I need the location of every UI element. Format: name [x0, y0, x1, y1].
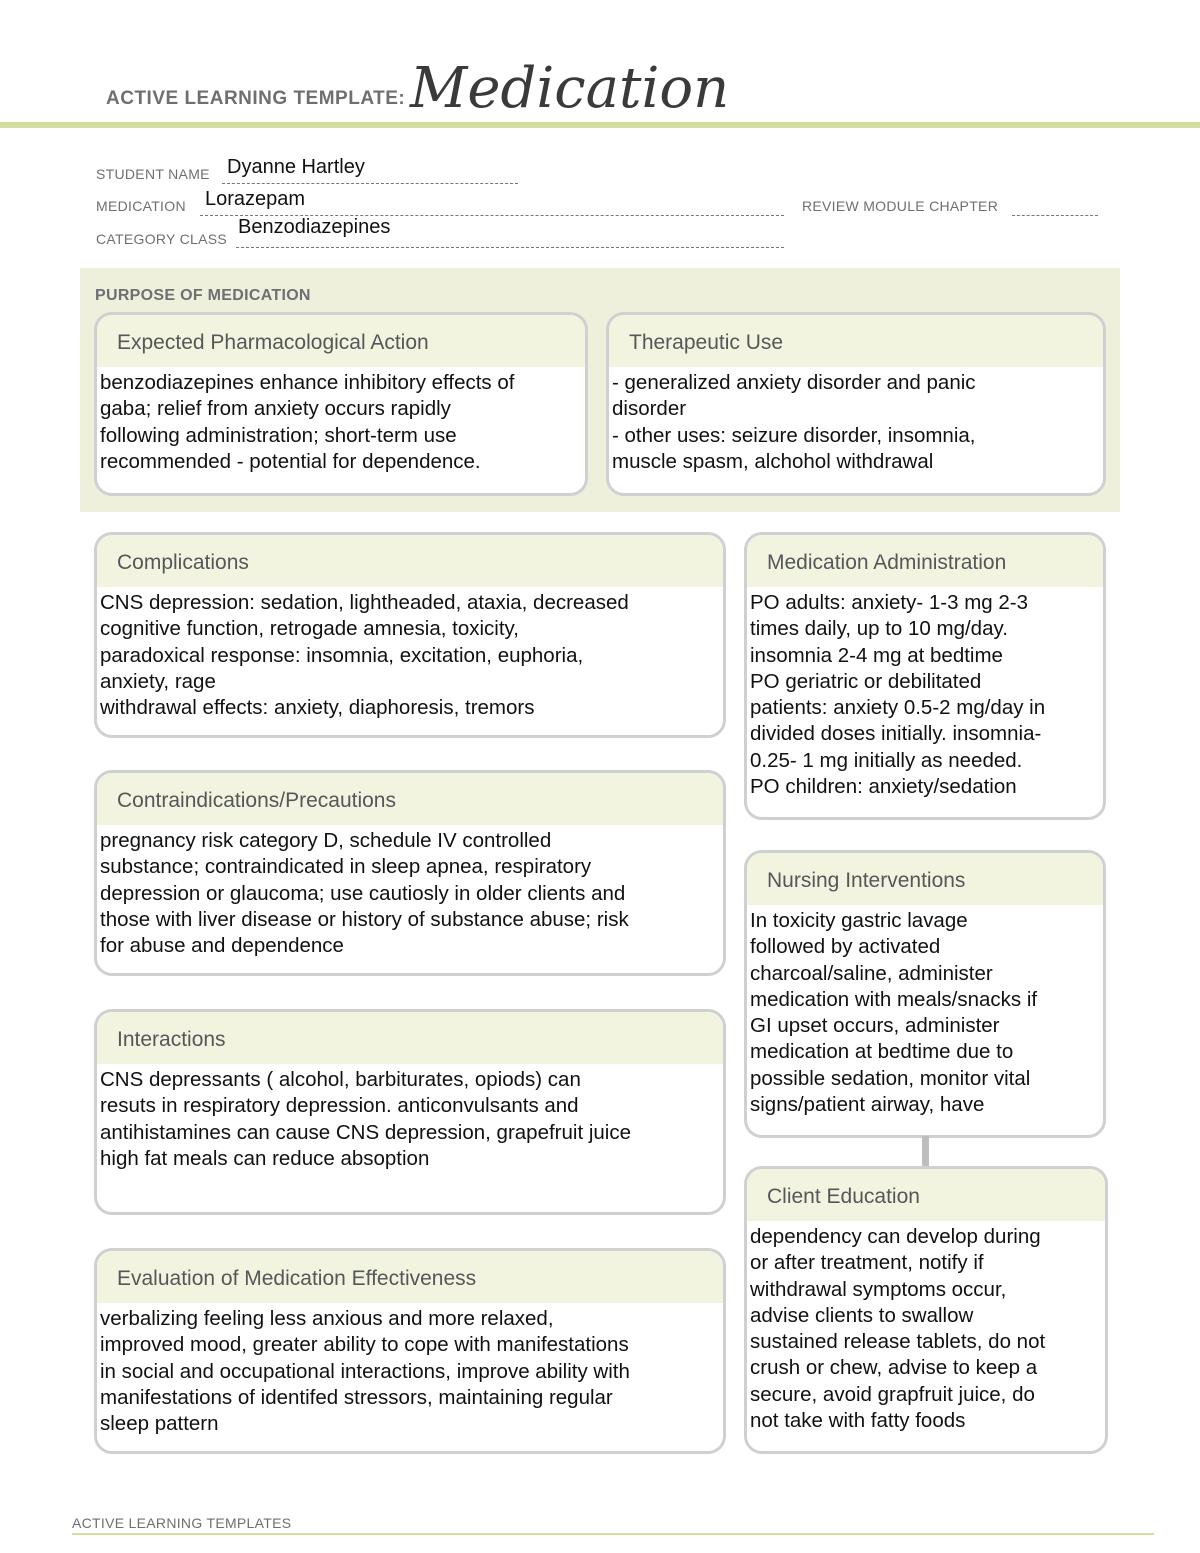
contraindications-title: Contraindications/Precautions	[97, 773, 723, 825]
expected-action-box	[94, 312, 588, 496]
client-education-title: Client Education	[747, 1169, 1105, 1221]
client-education-text[interactable]: dependency can develop during or after treatment, notify if withdrawal symptoms occur, advise clients to swallow sustained release tablets, do not crush or chew, advise to keep a secure, avoid grapfruit juice, do not take with fatty foods	[750, 1225, 1046, 1433]
student-name-label: STUDENT NAME	[96, 166, 210, 182]
complications-box	[94, 532, 726, 738]
medication-administration-text[interactable]: PO adults: anxiety- 1-3 mg 2-3 times daily, up to 10 mg/day. insomnia 2-4 mg at bedtime PO geriatric or debilitated patients: anxiety 0.5-2 mg/day in divided doses initially. insomnia- 0.25- 1 mg initially as needed. PO children: anxiety/sedation	[750, 591, 1046, 799]
contraindications-text[interactable]: pregnancy risk category D, schedule IV controlled substance; contraindicated in sleep apnea, respiratory depression or glaucoma; use cautiosly in older clients and those with liver disease or history of substance abuse; risk for abuse and dependence	[100, 829, 629, 958]
interactions-title: Interactions	[97, 1012, 723, 1064]
therapeutic-use-title: Therapeutic Use	[609, 315, 1103, 367]
footer-text: ACTIVE LEARNING TEMPLATES	[72, 1515, 292, 1531]
purpose-heading: PURPOSE OF MEDICATION	[95, 287, 311, 304]
therapeutic-use-box	[606, 312, 1106, 496]
therapeutic-use-text[interactable]: - generalized anxiety disorder and panic disorder - other uses: seizure disorder, insomnia, muscle spasm, alchohol withdrawal	[612, 371, 976, 473]
complications-text[interactable]: CNS depression: sedation, lightheaded, ataxia, decreased cognitive function, retrogade amnesia, toxicity, paradoxical response: insomnia, excitation, euphoria, anxiety, rage withdrawal effects: anxiety, diaphoresis, tremors	[100, 591, 629, 720]
medication-administration-title: Medication Administration	[747, 535, 1103, 587]
complications-title: Complications	[97, 535, 723, 587]
evaluation-box	[94, 1248, 726, 1454]
box-connector	[922, 1136, 929, 1166]
nursing-interventions-box	[744, 850, 1106, 1138]
expected-action-text[interactable]: benzodiazepines enhance inhibitory effects of gaba; relief from anxiety occurs rapidly following administration; short-term use recommended - potential for dependence.	[100, 371, 515, 473]
medication-label: MEDICATION	[96, 198, 186, 214]
footer-rule	[72, 1533, 1154, 1535]
evaluation-title: Evaluation of Medication Effectiveness	[97, 1251, 723, 1303]
nursing-interventions-text[interactable]: In toxicity gastric lavage followed by activated charcoal/saline, administer medication with meals/snacks if GI upset occurs, administer medication at bedtime due to possible sedation, monitor vital signs/patient airway, have	[750, 909, 1038, 1117]
header-rule	[0, 122, 1200, 128]
evaluation-text[interactable]: verbalizing feeling less anxious and more relaxed, improved mood, greater ability to cope with manifestations in social and occupational interactions, improve ability with manifestations of identifed stressors, maintaining regular sleep pattern	[100, 1307, 630, 1436]
medication-field[interactable]: Lorazepam	[205, 188, 306, 210]
category-class-label: CATEGORY CLASS	[96, 231, 228, 247]
interactions-text[interactable]: CNS depressants ( alcohol, barbiturates, opiods) can resuts in respiratory depression. anticonvulsants and antihistamines can cause CNS depression, grapefruit juice high fat meals can reduce absoption	[100, 1068, 631, 1170]
review-module-field[interactable]	[1012, 214, 1098, 216]
contraindications-box	[94, 770, 726, 976]
template-title: Medication	[410, 56, 730, 121]
medication-administration-box	[744, 532, 1106, 820]
interactions-box	[94, 1009, 726, 1215]
expected-action-title: Expected Pharmacological Action	[97, 315, 585, 367]
review-module-label: REVIEW MODULE CHAPTER	[802, 198, 999, 214]
nursing-interventions-title: Nursing Interventions	[747, 853, 1103, 905]
student-name-field[interactable]: Dyanne Hartley	[227, 156, 365, 178]
category-class-line	[236, 246, 784, 248]
student-name-line	[222, 182, 518, 184]
template-label: ACTIVE LEARNING TEMPLATE:	[106, 88, 406, 109]
category-class-field[interactable]: Benzodiazepines	[238, 216, 391, 238]
client-education-box	[744, 1166, 1108, 1454]
